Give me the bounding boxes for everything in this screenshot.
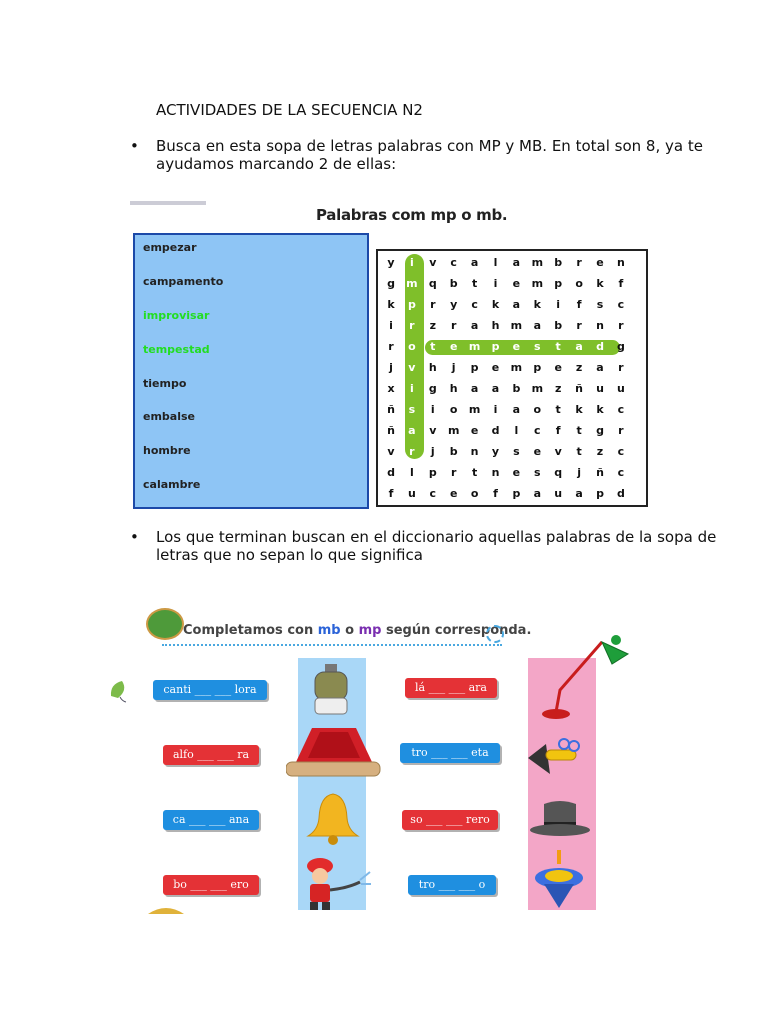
leaf-icon (108, 678, 130, 704)
grid-letter: t (576, 424, 582, 437)
trumpet-icon (524, 728, 588, 778)
page-heading: ACTIVIDADES DE LA SECUENCIA N2 (156, 101, 423, 119)
grid-letter: s (534, 466, 541, 479)
grid-letter: a (512, 256, 521, 269)
grid-letter: b (449, 445, 458, 458)
grid-letter: e (533, 445, 542, 458)
grid-letter: u (616, 382, 625, 395)
blank-word-campana: ca ___ ___ ana (163, 810, 259, 830)
grid-letter: z (575, 361, 583, 374)
word-item: hombre (143, 444, 191, 457)
grid-letter: y (450, 298, 458, 311)
grid-letter: r (430, 298, 436, 311)
grid-letter: b (554, 319, 563, 332)
grid-letter: m (468, 340, 481, 353)
grid-letter: n (596, 319, 604, 332)
grid-letter: c (617, 403, 625, 416)
grid-letter: l (514, 424, 519, 437)
grid-letter: p (512, 487, 521, 500)
grid-letter: a (512, 403, 521, 416)
grid-letter: d (387, 466, 395, 479)
word-item: empezar (143, 241, 197, 254)
grid-letter: i (410, 256, 414, 269)
grid-letter: p (596, 487, 604, 500)
grid-letter: a (470, 382, 479, 395)
grid-letter: a (470, 256, 479, 269)
lamp-icon (536, 630, 632, 720)
pencil-icon (146, 904, 186, 914)
grid-letter: k (596, 277, 604, 290)
grid-letter: f (576, 298, 582, 311)
grid-letter: e (449, 487, 458, 500)
grid-letter: ñ (575, 382, 584, 395)
grid-letter: r (576, 256, 582, 269)
grid-letter: o (533, 403, 542, 416)
word-item: tiempo (143, 377, 187, 390)
firefighter-icon (290, 854, 372, 912)
grid-letter: c (617, 298, 625, 311)
bullet-marker: • (130, 528, 139, 546)
grid-letter: a (596, 361, 604, 374)
grid-letter: t (471, 466, 478, 479)
wordsearch-title: Palabras com mp o mb. (316, 206, 508, 224)
grid-letter: e (554, 361, 562, 374)
grid-letter: k (387, 298, 395, 311)
grid-letter: a (470, 319, 479, 332)
grid-letter: s (408, 403, 416, 416)
grid-letter: p (470, 361, 479, 374)
grid-letter: u (596, 382, 604, 395)
grid-letter: m (447, 424, 460, 437)
blank-word-lampara: lá ___ ___ ara (405, 678, 497, 698)
grid-letter: o (470, 487, 479, 500)
grid-letter: j (451, 361, 456, 374)
spinning-top-icon (530, 848, 588, 912)
grid-letter: j (389, 361, 393, 374)
grid-letter: p (554, 277, 563, 290)
grid-letter: c (429, 487, 437, 500)
bullet-marker: • (130, 137, 139, 155)
grid-letter: u (554, 487, 563, 500)
blank-word-trompeta: tro ___ ___ eta (400, 743, 500, 763)
grid-letter: ñ (596, 466, 604, 479)
grid-letter: i (493, 403, 498, 416)
grid-letter: n (470, 445, 479, 458)
word-list-box (133, 233, 369, 509)
instruction-dictionary: Los que terminan buscan en el diccionario aquellas palabras de la sopa de letras que no sepan lo que significa (156, 528, 717, 564)
frog-icon (146, 608, 184, 640)
grid-letter: r (450, 466, 457, 479)
grid-letter: c (617, 445, 625, 458)
grid-letter: r (618, 319, 624, 332)
grid-letter: f (388, 487, 394, 500)
grid-letter: e (491, 361, 500, 374)
grid-letter: q (428, 277, 437, 290)
word-item-found: tempestad (143, 343, 210, 356)
grid-letter: v (408, 361, 416, 374)
bell-icon (304, 790, 362, 846)
grid-letter: e (512, 277, 521, 290)
grid-letter: i (410, 382, 414, 395)
grid-letter: l (410, 466, 414, 479)
grid-letter: o (575, 277, 583, 290)
grid-letter: t (576, 445, 582, 458)
grid-letter: r (450, 319, 457, 332)
grid-letter: j (577, 466, 581, 479)
grid-letter: m (510, 361, 523, 374)
grid-letter: j (430, 445, 435, 458)
grid-letter: z (596, 445, 604, 458)
grid-letter: u (407, 487, 416, 500)
grid-letter: s (596, 298, 604, 311)
grid-letter: ñ (387, 403, 395, 416)
grid-letter: e (512, 466, 521, 479)
grid-letter: k (596, 403, 604, 416)
grid-letter: g (387, 277, 395, 290)
blank-word-alfombra: alfo ___ ___ ra (163, 745, 259, 765)
grid-letter: b (554, 256, 563, 269)
grid-letter: x (387, 382, 395, 395)
grid-letter: r (388, 340, 394, 353)
grid-letter: p (407, 298, 416, 311)
grid-letter: m (406, 277, 418, 290)
grid-letter: d (596, 340, 604, 353)
grid-letter: n (491, 466, 500, 479)
grid-letter: e (449, 340, 458, 353)
grid-letter: g (596, 424, 604, 437)
grid-letter: k (491, 298, 500, 311)
blank-word-cantimplora: canti ___ ___ lora (153, 680, 267, 700)
grid-letter: m (531, 277, 544, 290)
grid-letter: e (512, 340, 521, 353)
grid-letter: l (493, 256, 498, 269)
grid-letter: v (429, 256, 437, 269)
blank-word-trompo: tro ___ ___ o (408, 875, 496, 895)
grid-letter: d (616, 487, 625, 500)
grid-letter: m (468, 403, 481, 416)
grid-letter: f (555, 424, 561, 437)
grid-letter: i (556, 298, 561, 311)
grid-letter: e (470, 424, 479, 437)
grid-letter: b (449, 277, 458, 290)
grid-letter: y (491, 445, 500, 458)
grid-letter: t (555, 403, 561, 416)
grid-letter: a (533, 319, 542, 332)
grid-letter: ñ (387, 424, 395, 437)
grid-letter: t (471, 277, 478, 290)
grid-letter: y (387, 256, 395, 269)
grid-letter: m (531, 382, 544, 395)
grid-letter: v (387, 445, 395, 458)
caption-strip (130, 201, 206, 205)
grid-letter: i (389, 319, 393, 332)
blank-word-bombero: bo ___ ___ ero (163, 875, 259, 895)
grid-letter: g (428, 382, 437, 395)
grid-letter: k (533, 298, 541, 311)
grid-letter: v (554, 445, 562, 458)
word-item: embalse (143, 410, 195, 423)
grid-letter: s (534, 340, 541, 353)
grid-letter: a (491, 382, 500, 395)
grid-letter: v (429, 424, 437, 437)
grid-letter: t (430, 340, 436, 353)
grid-letter: p (428, 466, 437, 479)
grid-letter: n (616, 256, 625, 269)
grid-letter: r (576, 319, 582, 332)
grid-letter: g (616, 340, 625, 353)
canteen-icon (306, 662, 356, 720)
grid-letter: c (534, 424, 541, 437)
grid-letter: s (513, 445, 520, 458)
grid-letter: o (408, 340, 416, 353)
grid-letter: c (450, 256, 457, 269)
grid-letter: e (596, 256, 604, 269)
grid-letter: a (533, 487, 542, 500)
completion-title: Completamos con mb o mp según corresponda. (183, 623, 532, 638)
hat-icon (528, 796, 592, 842)
grid-letter: k (575, 403, 583, 416)
word-item: campamento (143, 275, 224, 288)
grid-letter: p (491, 340, 500, 353)
grid-letter: p (533, 361, 542, 374)
grid-letter: r (409, 319, 415, 332)
refresh-icon (486, 625, 504, 643)
grid-letter: t (555, 340, 561, 353)
word-item: calambre (143, 478, 201, 491)
grid-letter: z (429, 319, 436, 332)
grid-letter: h (449, 382, 458, 395)
grid-letter: b (512, 382, 521, 395)
grid-letter: m (510, 319, 523, 332)
carpet-icon (286, 724, 382, 780)
grid-letter: a (575, 340, 583, 353)
grid-letter: r (618, 361, 624, 374)
instruction-wordsearch: Busca en esta sopa de letras palabras con MP y MB. En total son 8, ya te ayudamos marcando 2 de ellas: (156, 137, 703, 173)
title-underline (162, 644, 502, 646)
grid-letter: h (491, 319, 500, 332)
grid-letter: m (531, 256, 544, 269)
grid-letter: h (428, 361, 437, 374)
grid-letter: o (449, 403, 458, 416)
grid-letter: z (554, 382, 562, 395)
grid-letter: c (471, 298, 478, 311)
grid-letter: r (409, 445, 415, 458)
grid-letter: f (493, 487, 498, 500)
grid-letter: q (554, 466, 563, 479)
grid-letter: a (408, 424, 416, 437)
word-item-found: improvisar (143, 309, 210, 322)
grid-letter: a (512, 298, 521, 311)
grid-letter: d (491, 424, 500, 437)
grid-letter: c (617, 466, 625, 479)
grid-letter: i (493, 277, 498, 290)
grid-letter: r (618, 424, 624, 437)
grid-letter: i (430, 403, 435, 416)
grid-letter: a (575, 487, 583, 500)
grid-letter: f (618, 277, 624, 290)
blank-word-sombrero: so ___ ___ rero (402, 810, 498, 830)
